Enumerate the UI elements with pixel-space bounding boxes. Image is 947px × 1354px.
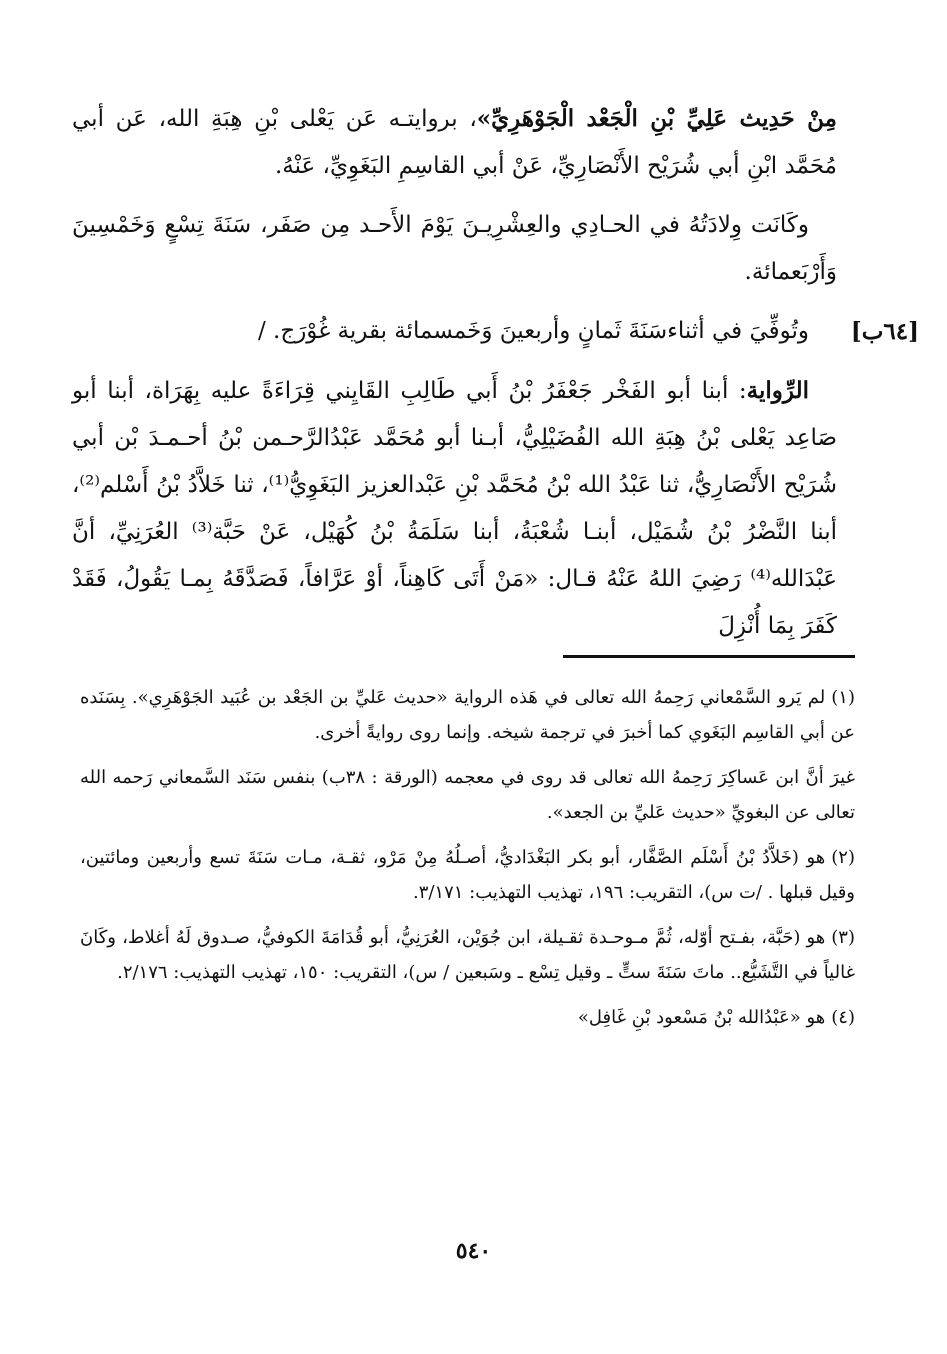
footnote-separator [563, 655, 855, 658]
footnote-text: هو (خَلاَّدُ بْنُ أَسْلَم الصَّفَّار، أبو بكر البَغْدَاديُّ، أصـلُهُ مِنْ مَرْو، ثقـة، مـات سَنَةَ تسع وأربعين ومائتين، وقيل قبلها . /ت س)، التقريب: ١٩٦، تهذيب التهذيب: ٣/١٧١. [80, 847, 855, 903]
paragraph-1-text: ، بروايتـه عَن يَعْلى بْنِ هِبَةِ الله، عَن أبي مُحَمَّد ابْنِ أبي شُرَيْح الأَنْصَارِيِّ، عَنْ أبي القاسِمِ البَغَوِيِّ، عَنْهُ. [72, 106, 837, 179]
footnote-1 [80, 680, 855, 750]
folio-marker: [٦٤ب] [850, 318, 919, 345]
footnote-text: لم يَرو السَّمْعاني رَحِمهُ الله تعالى في هَذه الرواية «حديث عَليِّ بن الجَعْد بن عُبَيد الجَوْهَرِي». بِسَنَده عن أبي القاسِم البَغَوي كما أخبرَ في ترجمة شيخه. وإنما روى روايةً أخرى. [80, 687, 855, 743]
paragraph-birth: وكَانَت وِلادَتُهُ في الحـادِي والعِشْرِيـنَ يَوْمَ الأَحـد مِن صَفَر، سَنَةَ تِسْعٍ وَخَمْسِينَ وَأَرْبَعمائة. [72, 212, 837, 285]
footnote-number: (٢) [831, 847, 855, 868]
footnote-4 [80, 1000, 855, 1035]
paragraph-1 [72, 95, 837, 190]
footnote-text: غيرَ أنَّ ابن عَساكِرَ رَحِمهُ الله تعالى قد روى في معجمه (الورقة : ٣٨ب) بنفس سَنَد السَّمعاني رَحمه الله تعالى عن البغويِّ «حديث عَليِّ بن الجعد». [80, 767, 855, 823]
hadith-title: مِنْ حَدِيث عَلِيِّ بْنِ الْجَعْد الْجَوْهَرِيِّ» [476, 105, 837, 132]
footnote-2 [80, 840, 855, 910]
main-text [72, 95, 919, 650]
paragraph-death [72, 308, 919, 355]
footnote-number: (٤) [831, 1007, 855, 1028]
footnote-number: (١) [831, 687, 855, 708]
footnotes [80, 680, 855, 1045]
footnote-number: (٣) [831, 927, 855, 948]
paragraph-riwaya [72, 367, 837, 650]
page-number: ٥٤٠ [455, 1238, 492, 1264]
paragraph-riwaya-text: : أبنا أبو الفَخْر جَعْفَرُ بْنُ أَبي طَالِبِ القَايِني قِرَاءَةً عليه بِهَرَاة، أبنا أبو صَاعِد يَعْلى بْنُ هِبَةِ الله الفُضَيْلِيُّ، أبـنا أبو مُحَمَّد عَبْدُالرَّحـمن بْنُ أحـمـدَ بْن أبي شُرَيْح الأَنْصَارِيُّ، ثنا عَبْدُ الله بْنُ مُحَمَّد بْنِ عَبْدالعزيز البَغَوِيُّ⁽¹⁾، ثنا خَلاَّدُ بْنُ أَسْلم⁽²⁾، أبنا النَّضْرُ بْنُ شُمَيْل، أبنـا شُعْبَةُ، أبنا سَلَمَةُ بْنُ كُهَيْل، عَنْ حَبَّة⁽³⁾ العُرَنِيِّ، أنَّ عَبْدَالله⁽⁴⁾ رَضِيَ اللهُ عَنْهُ قـال: «مَنْ أَتَى كَاهِناً، أوْ عَرَّافاً، فَصَدَّقَهُ بِمـا يَقُولُ، فَقَدْ كَفَرَ بِمَا أُنْزِلَ [72, 378, 838, 639]
footnote-1-continued [80, 760, 855, 830]
footnote-3 [80, 920, 855, 990]
riwaya-heading: الرِّواية [746, 377, 809, 404]
paragraph-death-text: وتُوفِّيَ في أثناءسَنَةَ ثَمانٍ وأربعينَ وَخَمسمائة بقرية غُوْرَج. / [257, 318, 809, 344]
footnote-text: هو (حَبَّة، بفـتح أوّله، ثُمَّ مـوحـدة ثقـيلة، ابن جُوَيْن، العُرَنِيُّ، أبو قُدَامَةَ الكوفيُّ، صـدوق لَهُ أغلاط، وكَانَ غالياً في التَّشَيُّع.. ماتَ سَنَةَ ستٍّ ـ وقيل تِسْع ـ وسَبعين / س)، التقريب: ١٥٠، تهذيب التهذيب: ٢/١٧٦. [80, 927, 855, 983]
footnote-text: هو «عَبْدُالله بْنُ مَسْعود بْنِ غَافِل» [577, 1007, 826, 1028]
